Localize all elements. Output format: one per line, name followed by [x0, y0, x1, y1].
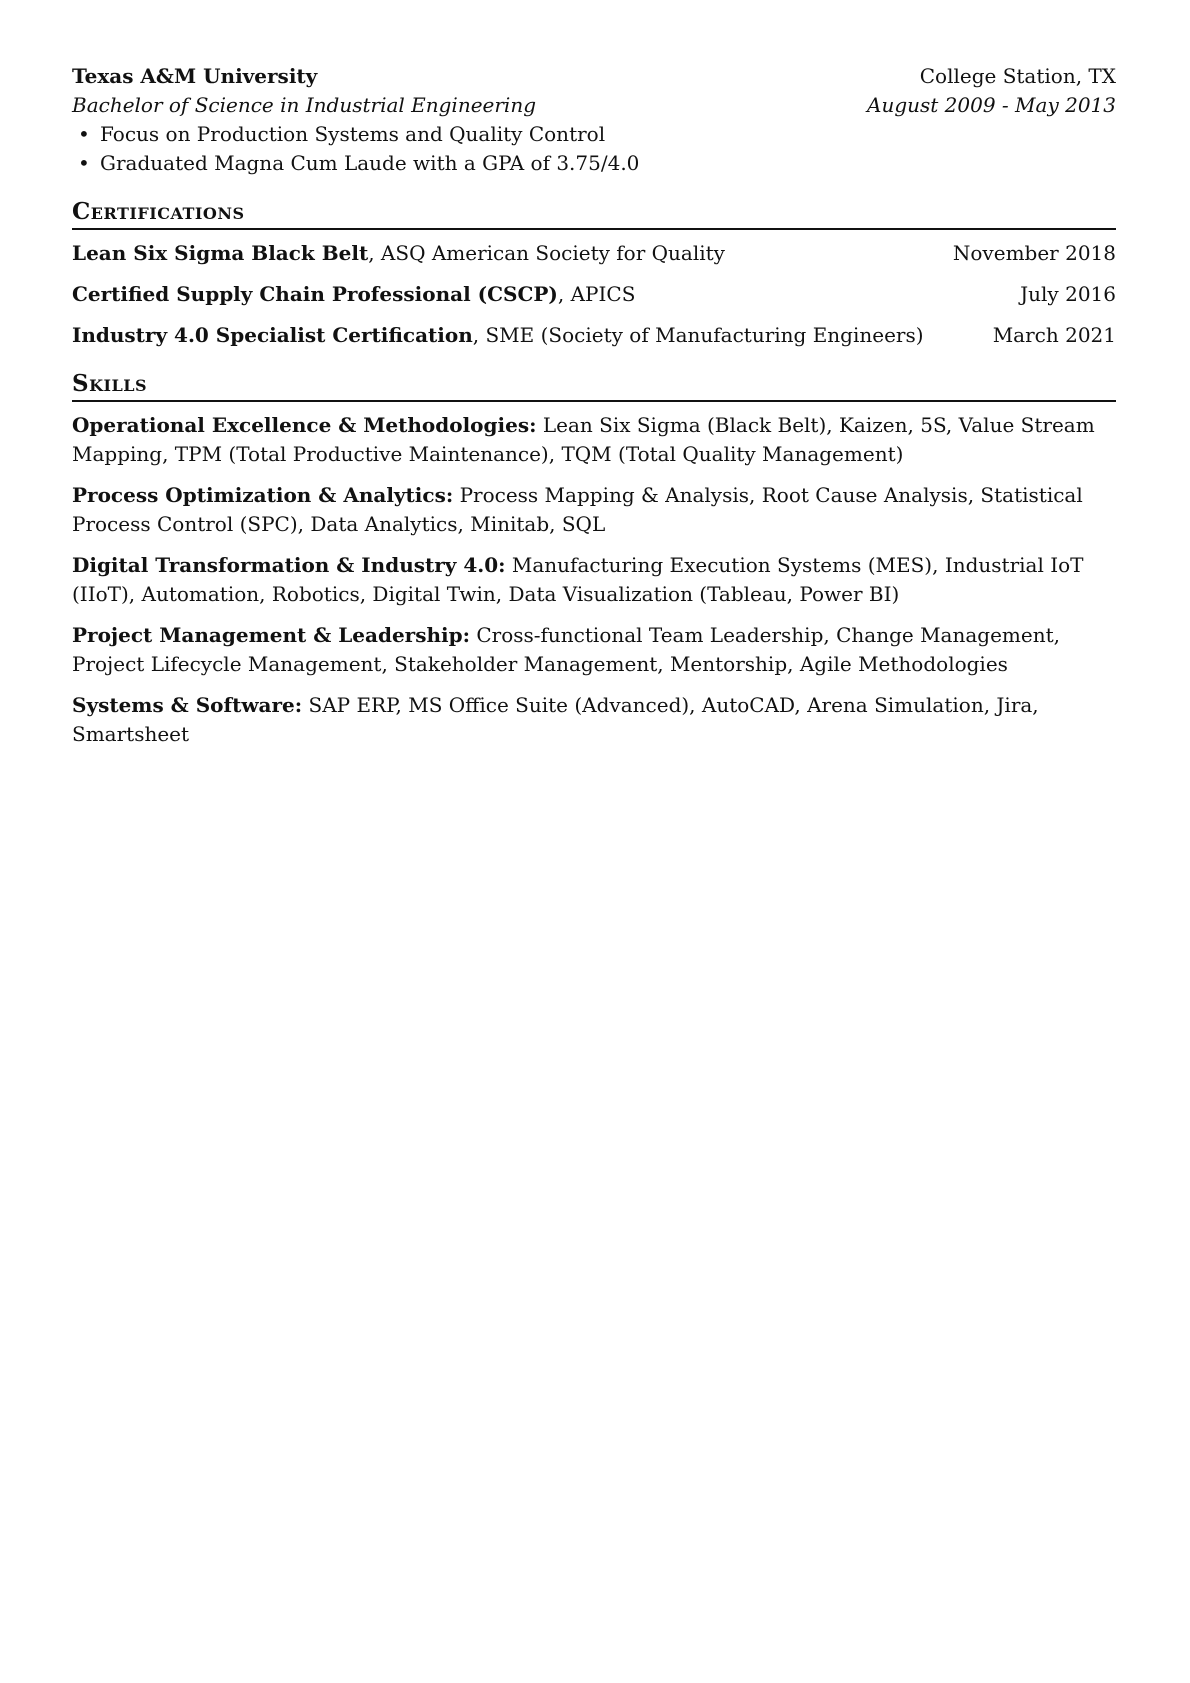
certification-date: March 2021	[992, 323, 1116, 347]
skill-label: Systems & Software:	[72, 693, 303, 717]
skill-text: Process Mapping & Analysis, Root Cause Analysis, Statistical Process Control (SPC), Data Analytics, Minitab, SQL	[72, 483, 1083, 536]
skill-text: SAP ERP, MS Office Suite (Advanced), AutoCAD, Arena Simulation, Jira, Smartsheet	[72, 693, 1039, 746]
certification-issuer: , ASQ American Society for Quality	[368, 241, 725, 265]
education-header-row	[72, 62, 1116, 91]
institution-location: College Station, TX	[919, 64, 1116, 88]
certifications-heading: Certifications	[72, 199, 1116, 230]
skill-item	[72, 691, 1116, 749]
education-entry	[72, 62, 1116, 178]
certification-issuer: , SME (Society of Manufacturing Engineers)	[472, 323, 924, 347]
education-bullets	[72, 120, 1116, 178]
degree-title: Bachelor of Science in Industrial Engineering	[72, 93, 537, 117]
skill-text: Lean Six Sigma (Black Belt), Kaizen, 5S, Value Stream Mapping, TPM (Total Productive Maintenance), TQM (Total Quality Management)	[72, 413, 1095, 466]
skill-item	[72, 411, 1116, 469]
institution-name: Texas A&M University	[72, 64, 318, 88]
certifications-list	[72, 239, 1116, 350]
resume-page	[72, 62, 1116, 761]
skill-item	[72, 621, 1116, 679]
skill-text: Cross-functional Team Leadership, Change Management, Project Lifecycle Management, Stakeholder Management, Mentorship, Agile Methodologies	[72, 623, 1060, 676]
certification-item	[72, 239, 1116, 268]
skill-label: Digital Transformation & Industry 4.0:	[72, 553, 506, 577]
skills-heading: Skills	[72, 371, 1116, 402]
certification-issuer: , APICS	[557, 282, 636, 306]
skill-text: Manufacturing Execution Systems (MES), Industrial IoT (IIoT), Automation, Robotics, Digital Twin, Data Visualization (Tableau, Power BI)	[72, 553, 1084, 606]
education-bullet: • Focus on Production Systems and Quality Control	[72, 120, 1116, 149]
certification-name: Lean Six Sigma Black Belt	[72, 241, 369, 265]
certification-item	[72, 321, 1116, 350]
certification-date: November 2018	[952, 241, 1116, 265]
skills-list	[72, 411, 1116, 749]
certification-text	[72, 280, 635, 309]
certification-text	[72, 321, 924, 350]
certification-text	[72, 239, 725, 268]
certification-name: Industry 4.0 Specialist Certification	[72, 323, 473, 347]
education-degree-row	[72, 91, 1116, 120]
skill-label: Project Management & Leadership:	[72, 623, 470, 647]
skill-item	[72, 481, 1116, 539]
education-bullet: • Graduated Magna Cum Laude with a GPA of 3.75/4.0	[72, 149, 1116, 178]
skill-label: Operational Excellence & Methodologies:	[72, 413, 537, 437]
education-dates: August 2009 - May 2013	[867, 93, 1116, 117]
certification-item	[72, 280, 1116, 309]
certification-date: July 2016	[1020, 282, 1116, 306]
skill-item	[72, 551, 1116, 609]
skill-label: Process Optimization & Analytics:	[72, 483, 454, 507]
certification-name: Certified Supply Chain Professional (CSCP)	[72, 282, 558, 306]
